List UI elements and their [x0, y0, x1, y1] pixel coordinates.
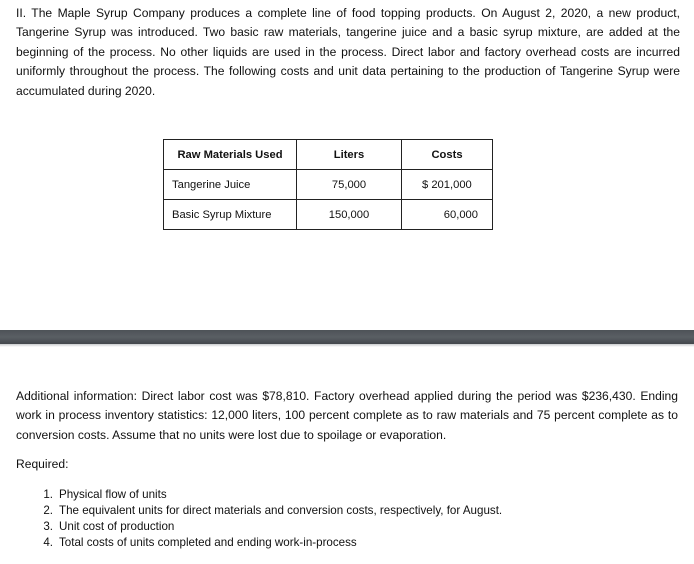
list-item	[16, 487, 502, 503]
table-row	[164, 200, 493, 230]
list-item-number: 4.	[43, 536, 53, 549]
list-item	[16, 503, 502, 519]
list-item	[16, 519, 502, 535]
page-divider	[0, 330, 694, 344]
header-liters: Liters	[297, 140, 402, 170]
header-raw-materials: Raw Materials Used	[164, 140, 297, 170]
list-item	[16, 535, 502, 551]
material-costs: 60,000	[402, 200, 493, 230]
table-header-row	[164, 140, 493, 170]
list-item-number: 3.	[43, 520, 53, 533]
intro-paragraph: II. The Maple Syrup Company produces a complete line of food topping products. On August 2, 2020, a new product, Tangerine Syrup was introduced. Two basic raw materials, tangerine juice and a basic syrup mixture, are added at the beginning of the process. No other liquids are used in the process. Direct labor and factory overhead costs are incurred uniformly throughout the process. The following costs and unit data pertaining to the production of Tangerine Syrup were accumulated during 2020.	[16, 6, 680, 98]
material-costs: $ 201,000	[402, 170, 493, 200]
material-liters: 150,000	[297, 200, 402, 230]
list-item-text: Unit cost of production	[59, 520, 175, 533]
additional-information-paragraph: Additional information: Direct labor cost was $78,810. Factory overhead applied during the period was $236,430. Ending work in process inventory statistics: 12,000 liters, 100 percent complete as to raw materials and 75 percent complete as to conversion costs. Assume that no units were lost due to spoilage or evaporation.	[16, 389, 678, 442]
header-costs: Costs	[402, 140, 493, 170]
material-name: Tangerine Juice	[164, 170, 297, 200]
page-divider-shadow	[0, 344, 694, 347]
required-label: Required:	[16, 457, 69, 471]
required-list	[16, 487, 502, 551]
list-item-number: 1.	[43, 488, 53, 501]
list-item-text: Total costs of units completed and ending work-in-process	[59, 536, 357, 549]
material-liters: 75,000	[297, 170, 402, 200]
list-item-number: 2.	[43, 504, 53, 517]
material-name: Basic Syrup Mixture	[164, 200, 297, 230]
table-row	[164, 170, 493, 200]
raw-materials-table	[163, 139, 493, 230]
list-item-text: Physical flow of units	[59, 488, 167, 501]
list-item-text: The equivalent units for direct materials and conversion costs, respectively, for August.	[59, 504, 503, 517]
